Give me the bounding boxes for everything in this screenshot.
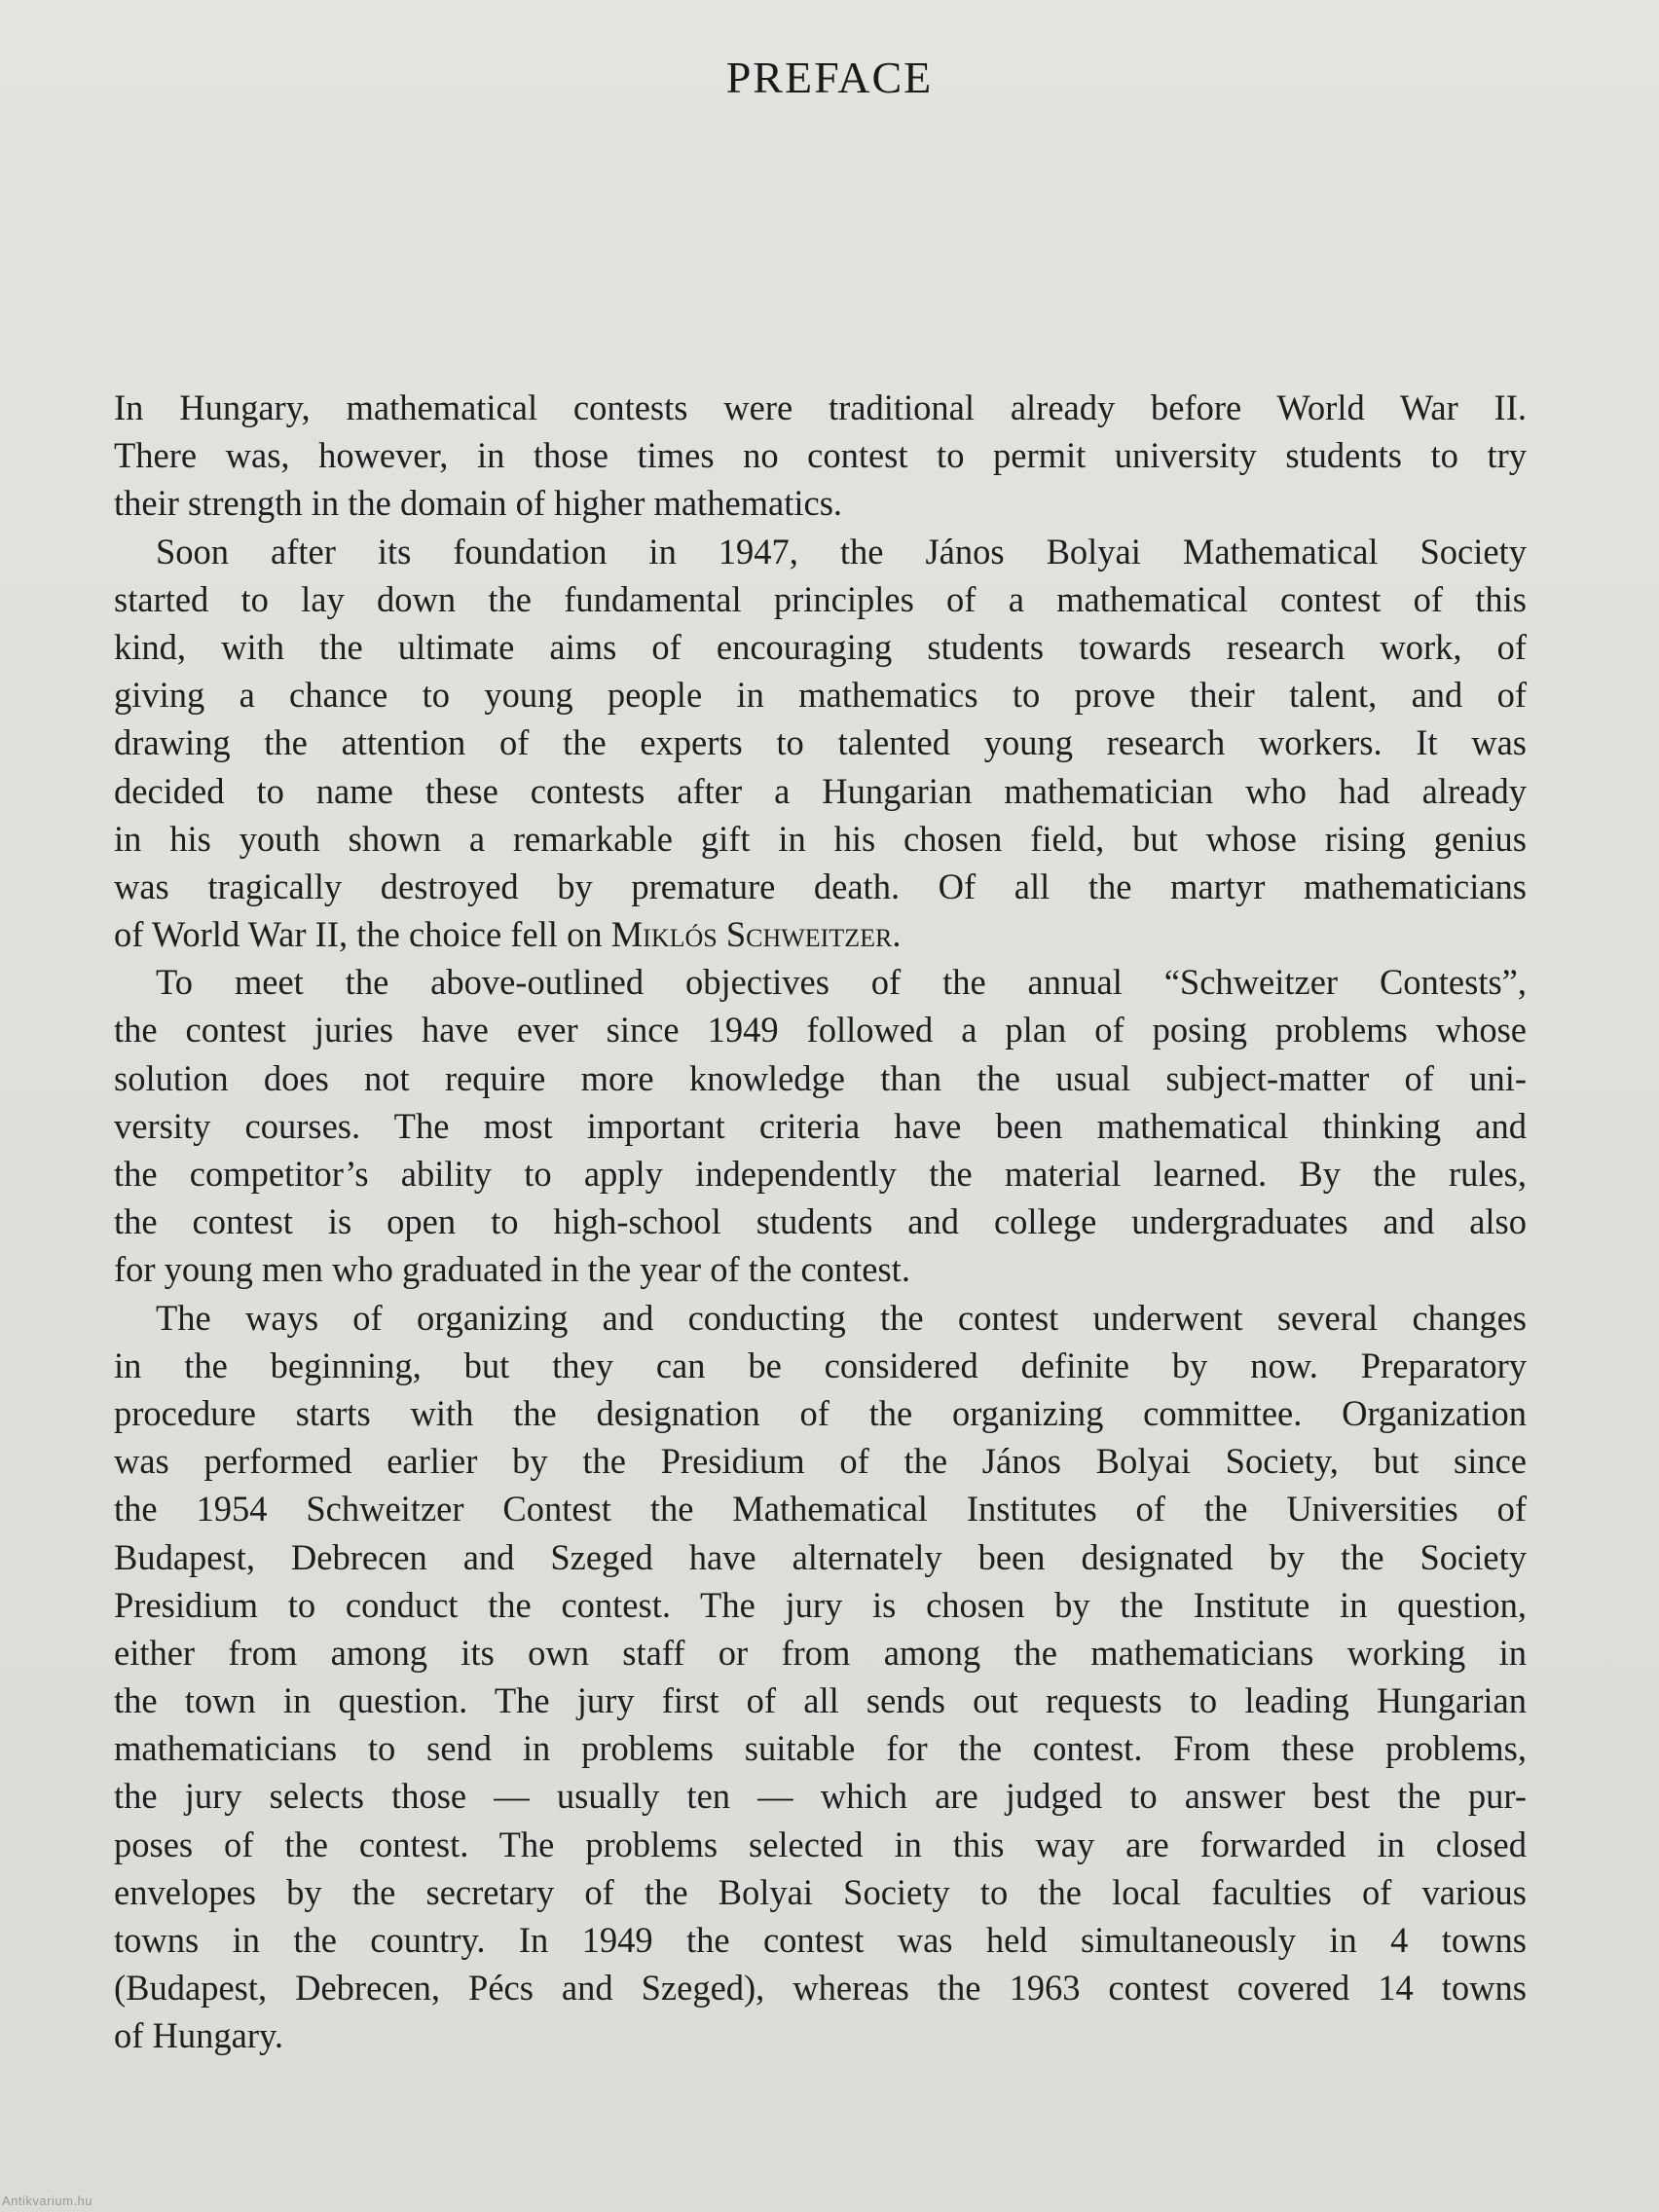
text-line: giving a chance to young people in mathematics to prove their talent, and of [114, 675, 1527, 716]
page-title: PREFACE [725, 53, 934, 102]
text-line: versity courses. The most important criteria have been mathematical thinking and [114, 1105, 1527, 1146]
text-line: the 1954 Schweitzer Contest the Mathematical Institutes of the Universities of [114, 1489, 1527, 1530]
text-line: poses of the contest. The problems selected in this way are forwarded in closed [114, 1824, 1527, 1864]
text-line: (Budapest, Debrecen, Pécs and Szeged), whereas the 1963 contest covered 14 towns [114, 1968, 1527, 2009]
text-line: There was, however, in those times no contest to permit university students to try [114, 435, 1527, 476]
line-suffix: . [892, 914, 902, 955]
text-line: To meet the above-outlined objectives of the annual “Schweitzer Contests”, [156, 962, 1527, 1003]
text-line: decided to name these contests after a Hungarian mathematician who had already [114, 770, 1527, 811]
paragraph-3 [114, 958, 1527, 1293]
text-line: the contest is open to high-school students and college undergraduates and also [114, 1201, 1527, 1242]
text-line: the town in question. The jury first of all sends out requests to leading Hungarian [114, 1680, 1527, 1721]
text-line: in his youth shown a remarkable gift in his chosen field, but whose rising genius [114, 818, 1527, 859]
person-name: Miklós Schweitzer [610, 914, 893, 955]
text-line: kind, with the ultimate aims of encouraging students towards research work, of [114, 626, 1527, 667]
text-line: The ways of organizing and conducting the contest underwent several changes [156, 1297, 1527, 1338]
paragraph-2 [114, 528, 1527, 959]
text-line: Soon after its foundation in 1947, the János Bolyai Mathematical Society [156, 531, 1527, 571]
text-line: their strength in the domain of higher mathematics. [114, 483, 843, 524]
text-line: mathematicians to send in problems suitable for the contest. From these problems, [114, 1728, 1527, 1769]
text-line: of Hungary. [114, 2015, 283, 2056]
text-line: Presidium to conduct the contest. The jury is chosen by the Institute in question, [114, 1584, 1527, 1625]
text-line: in the beginning, but they can be considered definite by now. Preparatory [114, 1345, 1527, 1385]
paragraph-4 [114, 1294, 1527, 2060]
preface-body [114, 384, 1527, 2060]
text-line: procedure starts with the designation of the organizing committee. Organization [114, 1392, 1527, 1433]
paragraph-1 [114, 384, 1527, 528]
text-line: envelopes by the secretary of the Bolyai Society to the local faculties of various [114, 1871, 1527, 1912]
text-line: towns in the country. In 1949 the contest was held simultaneously in 4 towns [114, 1920, 1527, 1960]
text-line: drawing the attention of the experts to talented young research workers. It was [114, 722, 1527, 763]
text-line: either from among its own staff or from among the mathematicians working in [114, 1632, 1527, 1673]
line-prefix: of World War II, the choice fell on [114, 914, 611, 955]
text-line: Budapest, Debrecen and Szeged have alternately been designated by the Society [114, 1536, 1527, 1577]
text-line: was performed earlier by the Presidium of the János Bolyai Society, but since [114, 1441, 1527, 1482]
text-line: was tragically destroyed by premature death. Of all the martyr mathematicians [114, 866, 1527, 906]
text-line: the jury selects those — usually ten — which are judged to answer best the pur- [114, 1776, 1527, 1817]
text-line: In Hungary, mathematical contests were traditional already before World War II. [114, 387, 1527, 427]
text-line [114, 910, 1527, 958]
text-line: started to lay down the fundamental principles of a mathematical contest of this [114, 578, 1527, 619]
text-line: for young men who graduated in the year of the contest. [114, 1249, 910, 1290]
text-line: the contest juries have ever since 1949 followed a plan of posing problems whose [114, 1010, 1527, 1051]
text-line: the competitor’s ability to apply independently the material learned. By the rules, [114, 1154, 1527, 1194]
watermark: Antikvarium.hu [2, 2194, 92, 2208]
text-line: solution does not require more knowledge than the usual subject-matter of uni- [114, 1057, 1527, 1098]
